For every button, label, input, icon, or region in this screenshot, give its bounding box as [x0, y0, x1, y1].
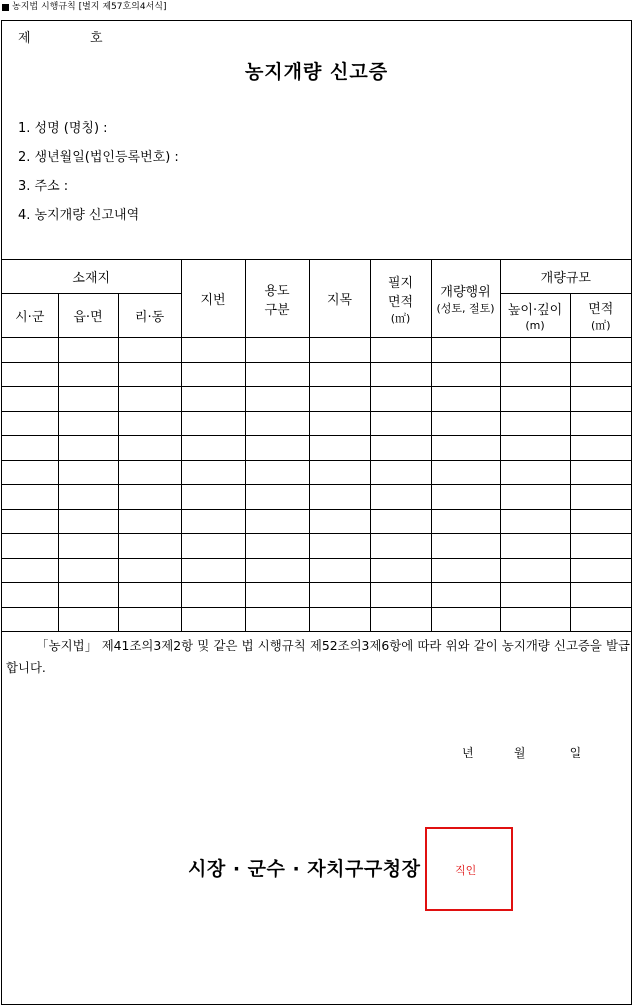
- table-row: [2, 607, 631, 632]
- table-body: [2, 338, 631, 632]
- table-cell[interactable]: [500, 534, 570, 559]
- table-cell[interactable]: [118, 362, 181, 387]
- table-cell[interactable]: [570, 362, 631, 387]
- height-depth-header: [500, 294, 570, 338]
- applicant-fields: [18, 119, 179, 235]
- table-cell[interactable]: [500, 460, 570, 485]
- date-year: 년: [462, 746, 474, 760]
- table-cell[interactable]: [570, 387, 631, 412]
- table-row: [2, 387, 631, 412]
- table-cell[interactable]: [181, 607, 245, 632]
- table-row: [2, 534, 631, 559]
- table-cell[interactable]: [570, 411, 631, 436]
- table-cell[interactable]: [370, 607, 431, 632]
- table-cell[interactable]: [245, 387, 309, 412]
- table-cell[interactable]: [118, 509, 181, 534]
- location-header: 소재지: [2, 260, 181, 294]
- table-cell[interactable]: [370, 583, 431, 608]
- page-title: 농지개량 신고증: [244, 61, 389, 83]
- table-cell[interactable]: [181, 387, 245, 412]
- table-cell[interactable]: [181, 485, 245, 510]
- form-caption: [2, 0, 167, 14]
- parcel-area-line2: 면적: [387, 294, 414, 310]
- table-cell[interactable]: [2, 607, 58, 632]
- table-cell[interactable]: [2, 558, 58, 583]
- table-cell[interactable]: [309, 338, 370, 363]
- table-cell[interactable]: [570, 436, 631, 461]
- table-cell[interactable]: [370, 534, 431, 559]
- scale-area-header: [570, 294, 631, 338]
- table-cell[interactable]: [431, 387, 500, 412]
- field-address: 3. 주소 :: [18, 179, 69, 194]
- issuer-title: 시장 · 군수 · 자치구구청장: [188, 858, 421, 880]
- date-month: 월: [513, 746, 526, 760]
- document-number: [18, 27, 103, 46]
- table-cell[interactable]: [58, 485, 118, 510]
- table-cell[interactable]: [431, 558, 500, 583]
- table-cell[interactable]: [245, 534, 309, 559]
- table-cell[interactable]: [309, 411, 370, 436]
- table-cell[interactable]: [58, 558, 118, 583]
- table-cell[interactable]: [118, 387, 181, 412]
- table-cell[interactable]: [500, 509, 570, 534]
- table-cell[interactable]: [431, 436, 500, 461]
- table-cell[interactable]: [431, 460, 500, 485]
- table-cell[interactable]: [2, 338, 58, 363]
- scale-area-unit: (㎡): [590, 319, 611, 332]
- table-cell[interactable]: [245, 509, 309, 534]
- parcel-area-line1: 필지: [387, 275, 414, 291]
- table-cell[interactable]: [58, 583, 118, 608]
- table-cell[interactable]: [500, 387, 570, 412]
- table-cell[interactable]: [431, 411, 500, 436]
- table-cell[interactable]: [58, 607, 118, 632]
- parcel-area-header: [370, 260, 431, 338]
- table-cell[interactable]: [181, 460, 245, 485]
- table-cell[interactable]: [58, 411, 118, 436]
- height-depth-line1: 높이·깊이: [507, 302, 563, 318]
- table-row: [2, 362, 631, 387]
- table-cell[interactable]: [181, 338, 245, 363]
- table-cell[interactable]: [58, 460, 118, 485]
- field-name: 1. 성명 (명칭) :: [18, 121, 108, 136]
- table-cell[interactable]: [309, 436, 370, 461]
- square-bullet-icon: [2, 4, 9, 11]
- table-cell[interactable]: [370, 362, 431, 387]
- table-cell[interactable]: [370, 387, 431, 412]
- table-cell[interactable]: [2, 509, 58, 534]
- table-cell[interactable]: [370, 460, 431, 485]
- table-cell[interactable]: [181, 436, 245, 461]
- table-cell[interactable]: [431, 534, 500, 559]
- table-cell[interactable]: [309, 509, 370, 534]
- table-cell[interactable]: [570, 460, 631, 485]
- usage-header-line1: 용도: [264, 283, 290, 299]
- table-cell[interactable]: [570, 338, 631, 363]
- issuance-statement: 「농지법」 제41조의3제2항 및 같은 법 시행규칙 제52조의3제6항에 따라 위와 같이 농지개량 신고증을 발급합니다.: [6, 638, 630, 675]
- table-cell[interactable]: [500, 411, 570, 436]
- scale-area-line1: 면적: [588, 302, 614, 317]
- field-report-details: 4. 농지개량 신고내역: [18, 208, 140, 223]
- table-cell[interactable]: [2, 362, 58, 387]
- table-cell[interactable]: [570, 534, 631, 559]
- table-cell[interactable]: [431, 338, 500, 363]
- form-caption-text: 농지법 시행규칙 [별지 제57호의4서식]: [12, 2, 167, 12]
- table-cell[interactable]: [370, 558, 431, 583]
- table-row: [2, 338, 631, 363]
- table-row: [2, 509, 631, 534]
- table-cell[interactable]: [370, 485, 431, 510]
- table-cell[interactable]: [181, 583, 245, 608]
- table-cell[interactable]: [118, 460, 181, 485]
- table-cell[interactable]: [370, 509, 431, 534]
- lot-number-header: 지번: [181, 260, 245, 338]
- table-cell[interactable]: [500, 583, 570, 608]
- table-cell[interactable]: [431, 362, 500, 387]
- doc-number-suffix: 호: [90, 31, 103, 46]
- table-cell[interactable]: [500, 436, 570, 461]
- table-row: [2, 411, 631, 436]
- table-cell[interactable]: [118, 583, 181, 608]
- table-cell[interactable]: [309, 362, 370, 387]
- height-depth-unit: (m): [525, 318, 545, 332]
- table-row: [2, 485, 631, 510]
- table-cell[interactable]: [245, 411, 309, 436]
- field-birthdate: 2. 생년월일(법인등록번호) :: [18, 150, 179, 165]
- table-cell[interactable]: [181, 558, 245, 583]
- table-cell[interactable]: [58, 362, 118, 387]
- table-cell[interactable]: [58, 509, 118, 534]
- table-cell[interactable]: [118, 607, 181, 632]
- table-row: [2, 460, 631, 485]
- table-row: [2, 583, 631, 608]
- table-cell[interactable]: [118, 338, 181, 363]
- table-cell[interactable]: [118, 411, 181, 436]
- village-dong-header: 리·동: [118, 294, 181, 338]
- table-cell[interactable]: [118, 436, 181, 461]
- table-cell[interactable]: [2, 583, 58, 608]
- table-cell[interactable]: [245, 460, 309, 485]
- issue-date: [462, 744, 581, 761]
- table-cell[interactable]: [58, 338, 118, 363]
- table-cell[interactable]: [2, 387, 58, 412]
- table-cell[interactable]: [245, 436, 309, 461]
- table-cell[interactable]: [570, 607, 631, 632]
- table-cell[interactable]: [431, 583, 500, 608]
- table-cell[interactable]: [309, 607, 370, 632]
- table-cell[interactable]: [181, 362, 245, 387]
- usage-header-line2: 구분: [264, 302, 290, 318]
- table-cell[interactable]: [431, 607, 500, 632]
- table-cell[interactable]: [58, 387, 118, 412]
- table-cell[interactable]: [431, 509, 500, 534]
- table-cell[interactable]: [245, 583, 309, 608]
- table-cell[interactable]: [58, 436, 118, 461]
- table-cell[interactable]: [245, 558, 309, 583]
- table-cell[interactable]: [309, 583, 370, 608]
- table-cell[interactable]: [500, 485, 570, 510]
- date-day: 일: [569, 746, 582, 760]
- table-cell[interactable]: [370, 411, 431, 436]
- table-cell[interactable]: [181, 534, 245, 559]
- land-category-header: 지목: [309, 260, 370, 338]
- table-cell[interactable]: [245, 362, 309, 387]
- table-cell[interactable]: [500, 338, 570, 363]
- table-row: [2, 436, 631, 461]
- table-cell[interactable]: [245, 607, 309, 632]
- table-cell[interactable]: [118, 558, 181, 583]
- doc-number-label: 제: [18, 31, 31, 46]
- table-cell[interactable]: [570, 485, 631, 510]
- table-cell[interactable]: [2, 485, 58, 510]
- improvement-act-header: [431, 260, 500, 338]
- table-cell[interactable]: [309, 485, 370, 510]
- table-cell[interactable]: [500, 558, 570, 583]
- usage-header: [245, 260, 309, 338]
- table-cell[interactable]: [500, 362, 570, 387]
- scale-header: 개량규모: [500, 260, 631, 294]
- town-township-header: 읍·면: [58, 294, 118, 338]
- table-cell[interactable]: [58, 534, 118, 559]
- parcel-area-unit: (㎡): [390, 311, 411, 325]
- table-row: [2, 558, 631, 583]
- table-cell[interactable]: [500, 607, 570, 632]
- table-cell[interactable]: [570, 509, 631, 534]
- table-cell[interactable]: [570, 583, 631, 608]
- table-cell[interactable]: [2, 534, 58, 559]
- table-cell[interactable]: [245, 485, 309, 510]
- table-cell[interactable]: [370, 436, 431, 461]
- table-cell[interactable]: [118, 485, 181, 510]
- table-cell[interactable]: [2, 411, 58, 436]
- table-cell[interactable]: [2, 460, 58, 485]
- city-county-header: 시·군: [2, 294, 58, 338]
- table-cell[interactable]: [118, 534, 181, 559]
- table-cell[interactable]: [370, 338, 431, 363]
- table-cell[interactable]: [181, 509, 245, 534]
- table-cell[interactable]: [2, 436, 58, 461]
- table-cell[interactable]: [181, 411, 245, 436]
- improvement-act-line1: 개량행위: [440, 285, 491, 300]
- table-cell[interactable]: [309, 558, 370, 583]
- report-table: [2, 259, 631, 632]
- table-cell[interactable]: [309, 387, 370, 412]
- table-cell[interactable]: [570, 558, 631, 583]
- table-cell[interactable]: [309, 534, 370, 559]
- improvement-act-line2: (성토, 절토): [436, 302, 495, 315]
- table-cell[interactable]: [431, 485, 500, 510]
- table-cell[interactable]: [245, 338, 309, 363]
- table-cell[interactable]: [309, 460, 370, 485]
- official-seal-label: 직인: [455, 864, 477, 877]
